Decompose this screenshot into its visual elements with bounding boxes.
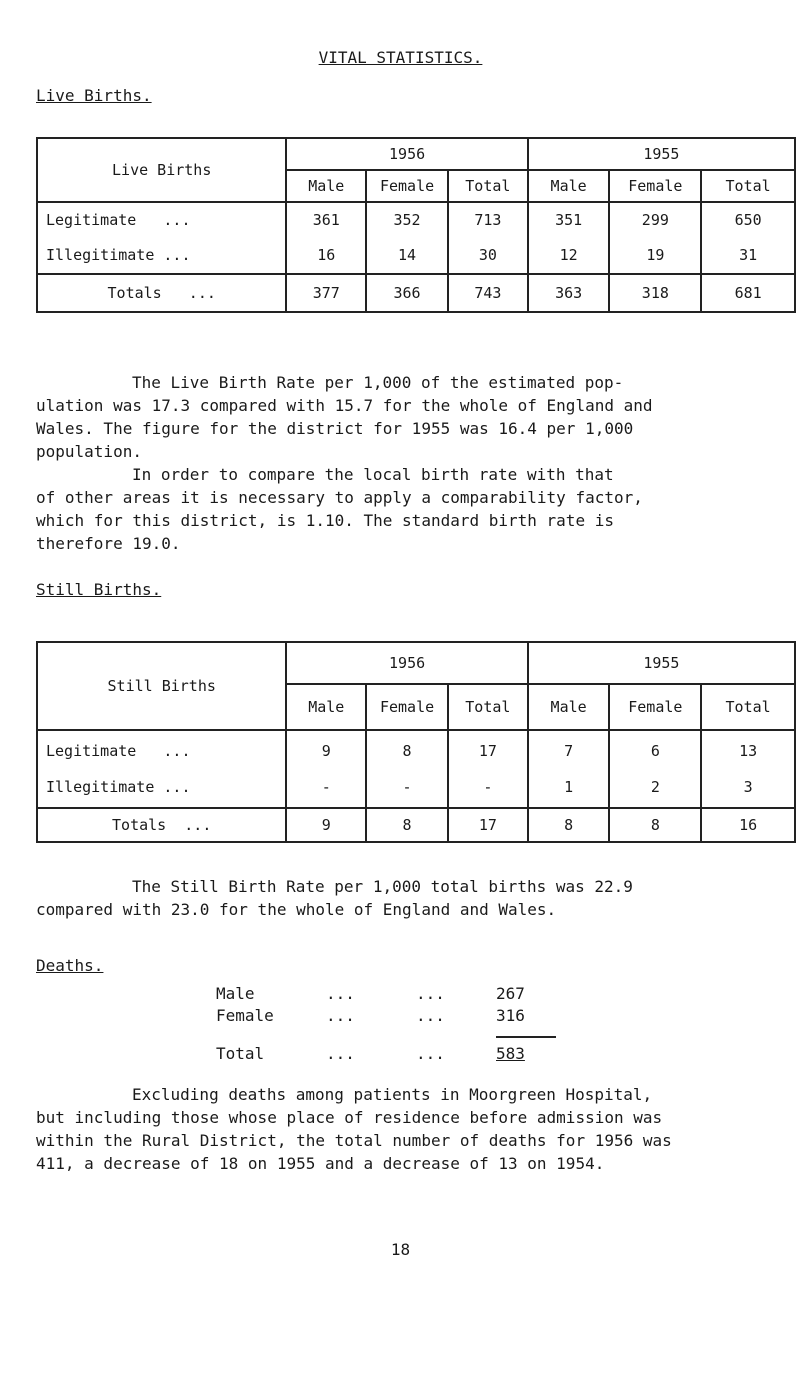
column-header: Male bbox=[528, 684, 610, 730]
column-header: Total bbox=[701, 684, 795, 730]
totals-cell: 8 bbox=[609, 808, 701, 842]
deaths-divider bbox=[216, 1028, 556, 1038]
column-header: Female bbox=[609, 170, 701, 202]
totals-label: Totals ... bbox=[37, 274, 286, 312]
deaths-row-male: Male ... ... 267 bbox=[216, 984, 525, 1003]
deaths-summary bbox=[216, 984, 556, 1068]
column-header: Male bbox=[528, 170, 610, 202]
totals-cell: 377 bbox=[286, 274, 366, 312]
still-births-table bbox=[36, 641, 796, 843]
deaths-row-female: Female ... ... 316 bbox=[216, 1006, 525, 1025]
table-row-label: Legitimate ... bbox=[46, 211, 191, 229]
totals-cell: 17 bbox=[448, 808, 528, 842]
totals-cell: 8 bbox=[366, 808, 448, 842]
column-header: Total bbox=[448, 170, 528, 202]
table-cell: 352 14 bbox=[366, 202, 448, 274]
totals-cell: 743 bbox=[448, 274, 528, 312]
live-births-table bbox=[36, 137, 796, 313]
table-cell: 17 - bbox=[448, 730, 528, 808]
column-header: Male bbox=[286, 684, 366, 730]
table-cell: 351 12 bbox=[528, 202, 610, 274]
live-births-row-header: Live Births bbox=[37, 138, 286, 202]
deaths-paragraph: Excluding deaths among patients in Moorgreen Hospital, but including those whose place of residence before admission was within the Rural District, the total number of deaths for 1956 was 411, a decrease of 18 on 1955 and a decrease of 13 on 1954. bbox=[36, 1085, 672, 1173]
totals-cell: 366 bbox=[366, 274, 448, 312]
table-cell: 7 1 bbox=[528, 730, 610, 808]
table-cell: 299 19 bbox=[609, 202, 701, 274]
totals-cell: 318 bbox=[609, 274, 701, 312]
table-cell: 6 2 bbox=[609, 730, 701, 808]
table-cell: 361 16 bbox=[286, 202, 366, 274]
totals-cell: 16 bbox=[701, 808, 795, 842]
totals-cell: 363 bbox=[528, 274, 610, 312]
still-birth-paragraph: The Still Birth Rate per 1,000 total births was 22.9 compared with 23.0 for the whole of England and Wales. bbox=[36, 877, 633, 919]
column-header: Total bbox=[701, 170, 795, 202]
year-header: 1956 bbox=[286, 642, 527, 684]
page-number: 18 bbox=[390, 1240, 411, 1259]
totals-cell: 681 bbox=[701, 274, 795, 312]
live-birth-paragraph-2: In order to compare the local birth rate with that of other areas it is necessary to apply a comparability factor, which for this district, is 1.10. The standard birth rate is therefore 19.0. bbox=[36, 465, 643, 553]
live-births-heading: Live Births. bbox=[36, 86, 152, 105]
row-labels bbox=[37, 202, 286, 274]
column-header: Total bbox=[448, 684, 528, 730]
deaths-heading: Deaths. bbox=[36, 956, 104, 975]
year-header: 1956 bbox=[286, 138, 527, 170]
year-header: 1955 bbox=[528, 642, 795, 684]
table-row-label: Legitimate ... bbox=[46, 742, 191, 760]
still-births-heading: Still Births. bbox=[36, 580, 162, 599]
table-cell: 650 31 bbox=[701, 202, 795, 274]
totals-label: Totals ... bbox=[37, 808, 286, 842]
still-births-row-header: Still Births bbox=[37, 642, 286, 730]
column-header: Female bbox=[609, 684, 701, 730]
table-cell: 9 - bbox=[286, 730, 366, 808]
page-title: VITAL STATISTICS. bbox=[318, 48, 483, 67]
table-cell: 713 30 bbox=[448, 202, 528, 274]
totals-cell: 8 bbox=[528, 808, 610, 842]
year-header: 1955 bbox=[528, 138, 795, 170]
row-labels bbox=[37, 730, 286, 808]
column-header: Female bbox=[366, 684, 448, 730]
totals-cell: 9 bbox=[286, 808, 366, 842]
deaths-row-total: Total ... ... 583 bbox=[216, 1044, 525, 1063]
column-header: Male bbox=[286, 170, 366, 202]
table-row-label: Illegitimate ... bbox=[46, 246, 191, 264]
column-header: Female bbox=[366, 170, 448, 202]
live-birth-paragraph-1: The Live Birth Rate per 1,000 of the estimated pop- ulation was 17.3 compared with 15.7 for the whole of England and Wales. The figure for the district for 1955 was 16.4 per 1,000 population. bbox=[36, 373, 653, 461]
table-row-label: Illegitimate ... bbox=[46, 778, 191, 796]
table-cell: 13 3 bbox=[701, 730, 795, 808]
table-cell: 8 - bbox=[366, 730, 448, 808]
